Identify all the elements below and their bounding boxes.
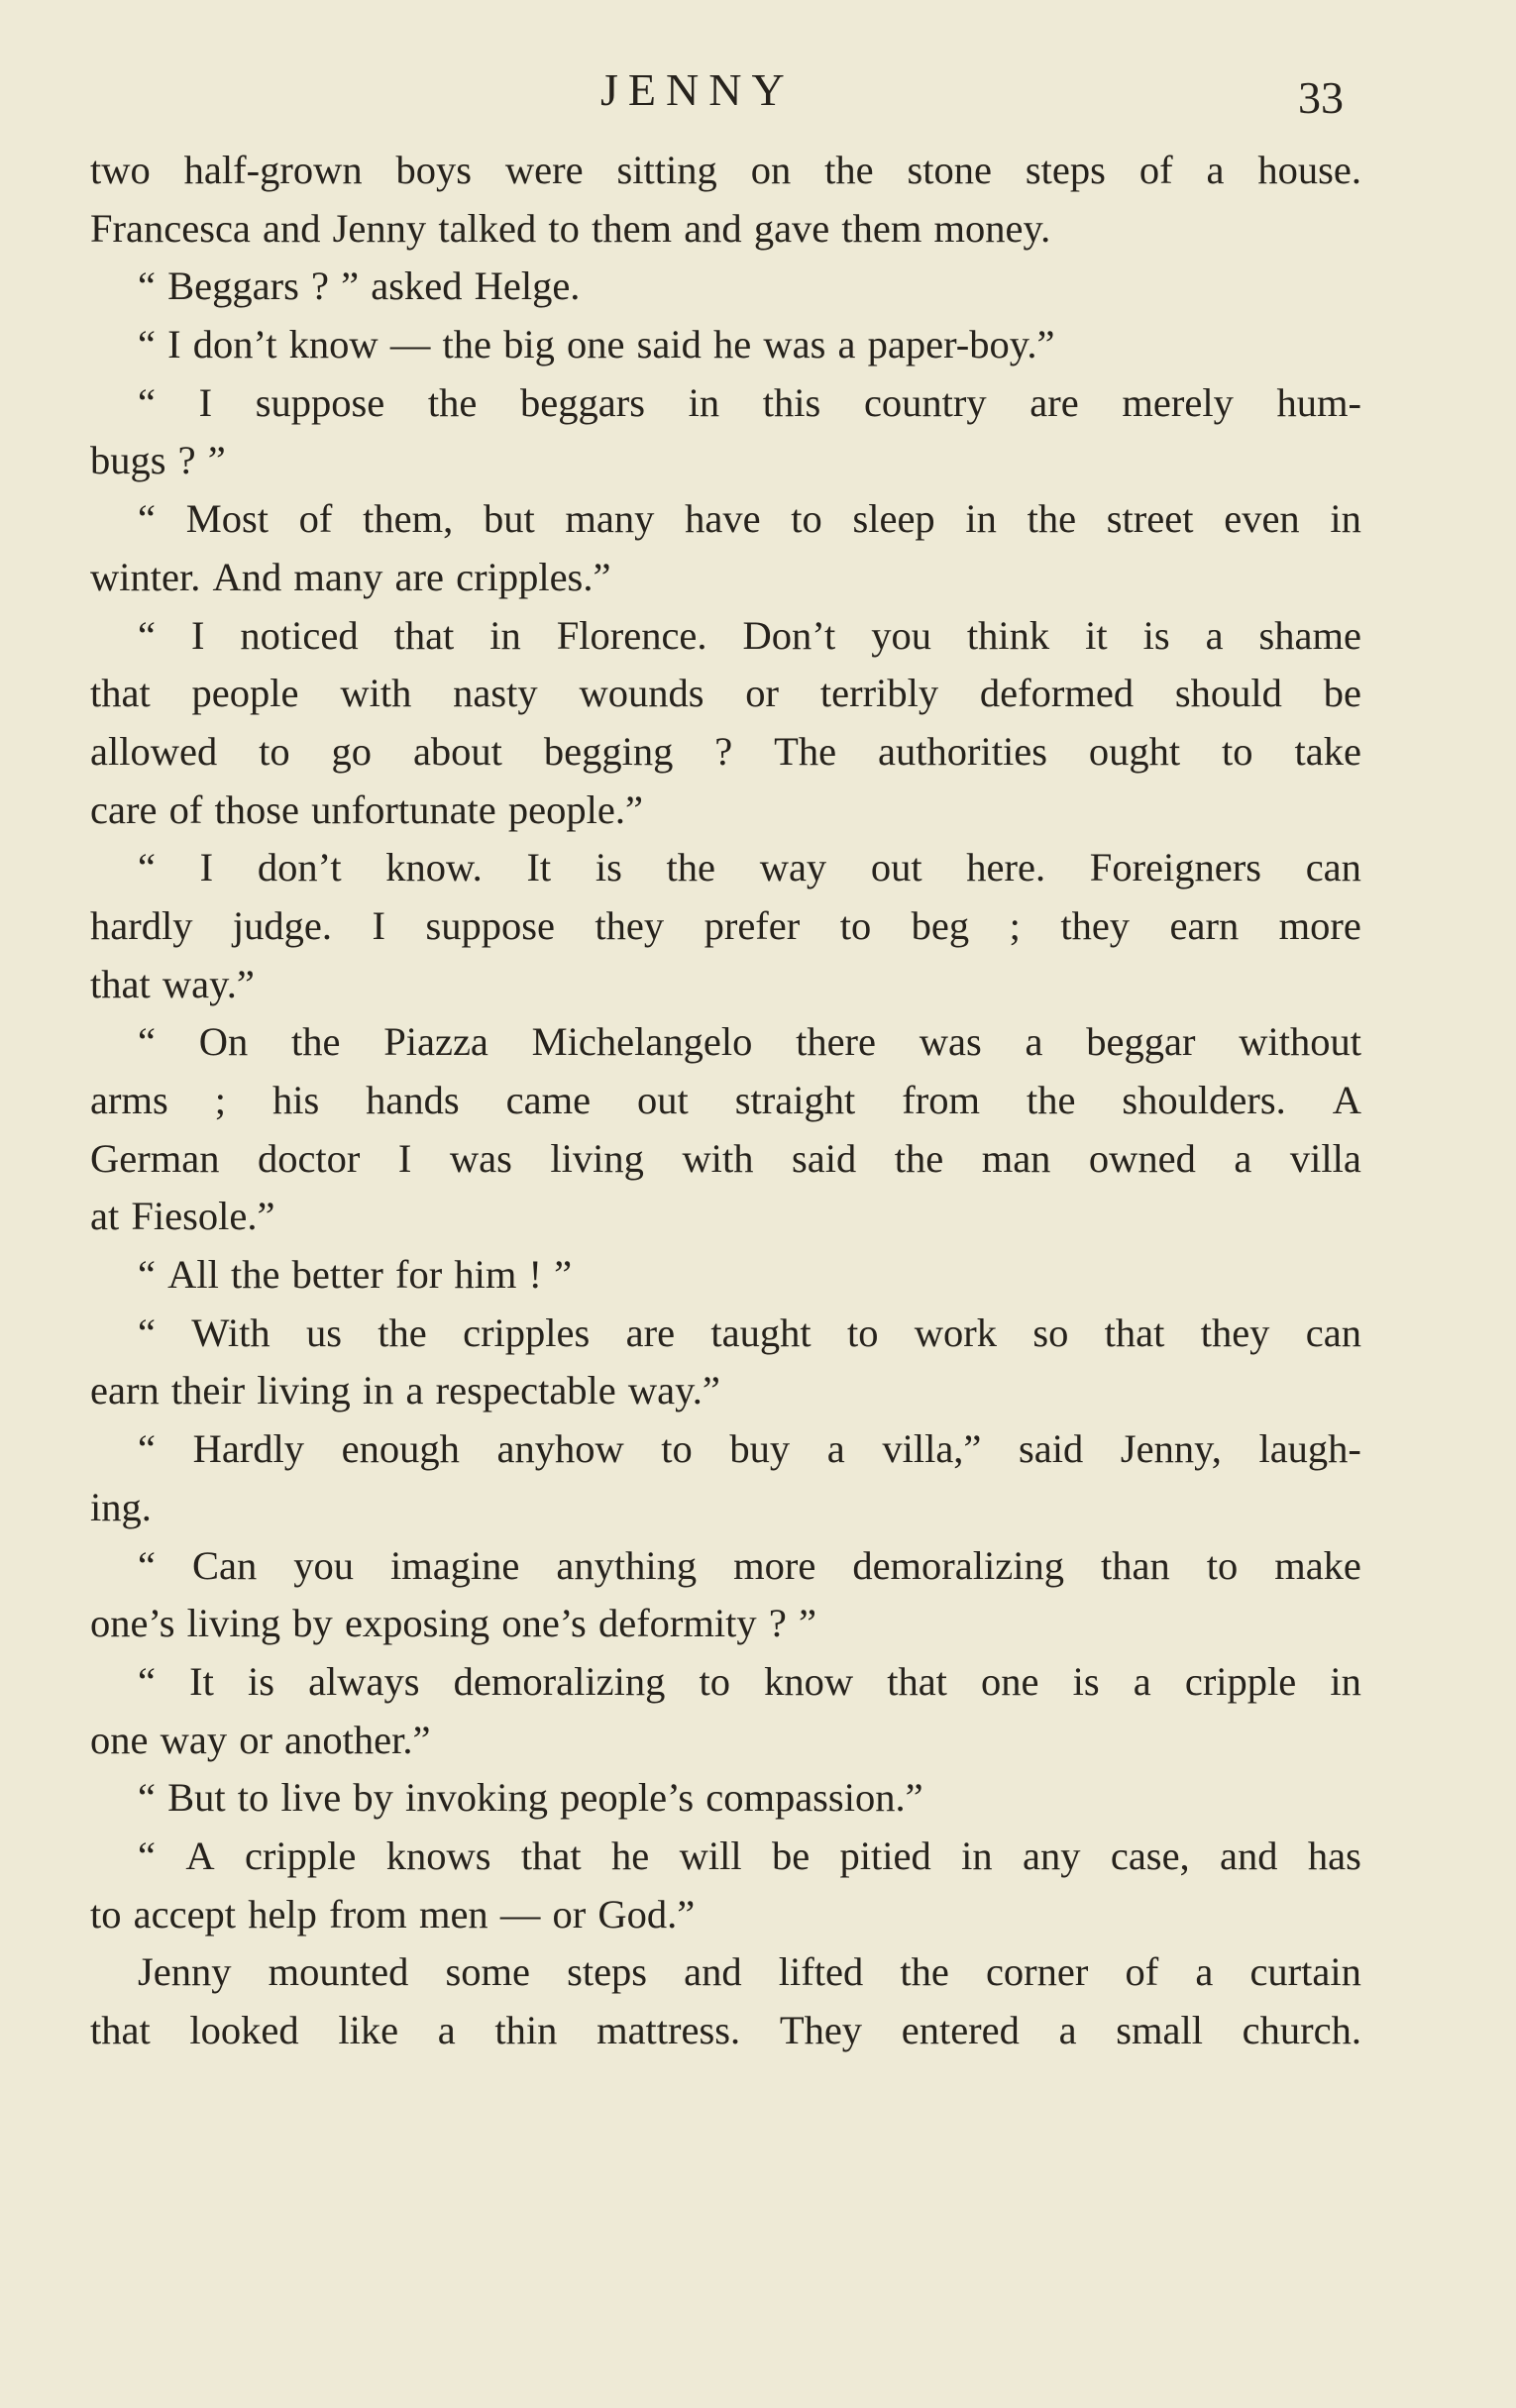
text-line: hardly judge. I suppose they prefer to beg ; they earn more [90, 902, 1361, 948]
text-line: “ But to live by invoking people’s compassion.” [138, 1775, 923, 1821]
text-line: “ I noticed that in Florence. Don’t you think it is a shame [138, 612, 1361, 658]
text-line: Jenny mounted some steps and lifted the corner of a curtain [138, 1949, 1361, 1995]
page-header [0, 59, 1516, 129]
text-line: “ Most of them, but many have to sleep in the street even in [138, 496, 1361, 542]
text-line: two half-grown boys were sitting on the stone steps of a house. [90, 148, 1361, 192]
text-line: “ All the better for him ! ” [138, 1252, 573, 1298]
text-line: that way.” [90, 961, 255, 1006]
text-line: “ Hardly enough anyhow to buy a villa,” said Jenny, laugh- [138, 1426, 1361, 1472]
text-line: “ It is always demoralizing to know that one is a cripple in [138, 1658, 1361, 1704]
text-line: “ Beggars ? ” asked Helge. [138, 263, 581, 309]
text-line: care of those unfortunate people.” [90, 786, 643, 832]
text-line: that people with nasty wounds or terribly deformed should be [90, 671, 1361, 716]
text-line: one’s living by exposing one’s deformity ? ” [90, 1601, 816, 1646]
text-line: “ I suppose the beggars in this country are merely hum- [138, 379, 1361, 425]
text-line: German doctor I was living with said the man owned a villa [90, 1135, 1361, 1181]
text-line: at Fiesole.” [90, 1194, 275, 1239]
text-line: allowed to go about begging ? The authorities ought to take [90, 728, 1361, 774]
bottom-margin [0, 2080, 1516, 2377]
text-line: winter. And many are cripples.” [90, 554, 611, 599]
text-line: bugs ? ” [90, 438, 226, 483]
text-line: “ Can you imagine anything more demoralizing than to make [138, 1542, 1361, 1588]
text-line: “ A cripple knows that he will be pitied in any case, and has [138, 1832, 1361, 1878]
page-number: 33 [1298, 72, 1344, 123]
text-line: one way or another.” [90, 1717, 431, 1762]
text-line: “ With us the cripples are taught to work so that they can [138, 1309, 1361, 1355]
text-line: ing. [90, 1484, 152, 1529]
running-title: JENNY [600, 64, 795, 115]
text-line: that looked like a thin mattress. They entered a small church. [90, 2008, 1361, 2052]
text-line: “ On the Piazza Michelangelo there was a beggar without [138, 1019, 1361, 1065]
text-line: to accept help from men — or God.” [90, 1891, 696, 1937]
body-text [90, 142, 1361, 2060]
text-line: “ I don’t know. It is the way out here. Foreigners can [138, 845, 1361, 890]
text-line: “ I don’t know — the big one said he was a paper-boy.” [138, 322, 1055, 367]
text-line: Francesca and Jenny talked to them and gave them money. [90, 205, 1051, 251]
text-line: arms ; his hands came out straight from the shoulders. A [90, 1078, 1361, 1122]
text-line: earn their living in a respectable way.” [90, 1368, 720, 1413]
